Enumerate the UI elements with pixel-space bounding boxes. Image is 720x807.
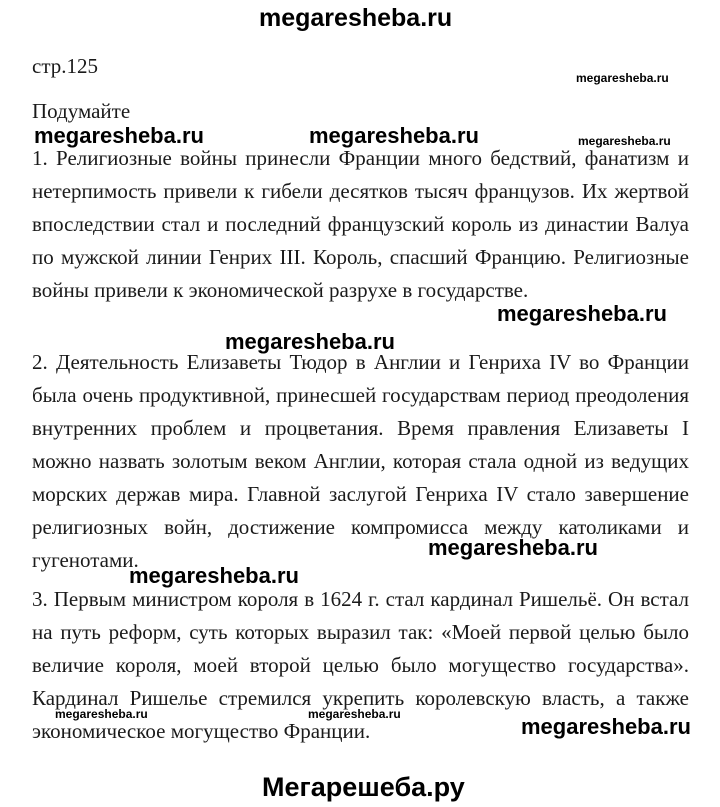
- watermark-medium-3: megaresheba.ru: [497, 301, 667, 326]
- answer-paragraph-3: 3. Первым министром короля в 1624 г. стал кардинал Ришельё. Он встал на путь реформ, суть которых выразил так: «Моей первой целью было величие короля, моей второй целью было могущество государства». Кардинал Ришелье стремился укрепить королевскую власть, а также экономическое могущество Франции.: [32, 587, 689, 743]
- watermark-small-1: megaresheba.ru: [576, 71, 669, 85]
- watermark-top: megaresheba.ru: [259, 4, 453, 32]
- answer-paragraph-2: 2. Деятельность Елизаветы Тюдор в Англии и Генриха IV во Франции была очень продуктивной, принесшей государствам период преодоления внутренних проблем и процветания. Время правления Елизаветы I можно назвать золотым веком Англии, которая стала одной из ведущих морских держав мира. Главной заслугой Генриха IV стало завершение религиозных войн, достижение компромисса между католиками и гугенотами.: [32, 350, 689, 572]
- page-number: стр.125: [32, 54, 99, 78]
- watermark-medium-6: megaresheba.ru: [129, 563, 299, 588]
- footer-brand: Мегарешеба.ру: [262, 772, 465, 802]
- watermark-medium-5: megaresheba.ru: [428, 535, 598, 560]
- answer-paragraph-1: 1. Религиозные войны принесли Франции много бедствий, фанатизм и нетерпимость привели к гибели десятков тысяч французов. Их жертвой впоследствии стал и последний французский король из династии Валуа по мужской линии Генрих III. Король, спасший Францию. Религиозные войны привели к экономической разрухе в государстве.: [32, 146, 689, 302]
- watermark-medium-4: megaresheba.ru: [225, 329, 395, 354]
- watermark-medium-1: megaresheba.ru: [34, 123, 204, 148]
- watermark-small-3: megaresheba.ru: [55, 707, 148, 721]
- section-heading: Подумайте: [32, 99, 131, 123]
- watermark-small-2: megaresheba.ru: [578, 134, 671, 148]
- watermark-medium-7: megaresheba.ru: [521, 714, 691, 739]
- watermark-small-4: megaresheba.ru: [308, 707, 401, 721]
- watermark-medium-2: megaresheba.ru: [309, 123, 479, 148]
